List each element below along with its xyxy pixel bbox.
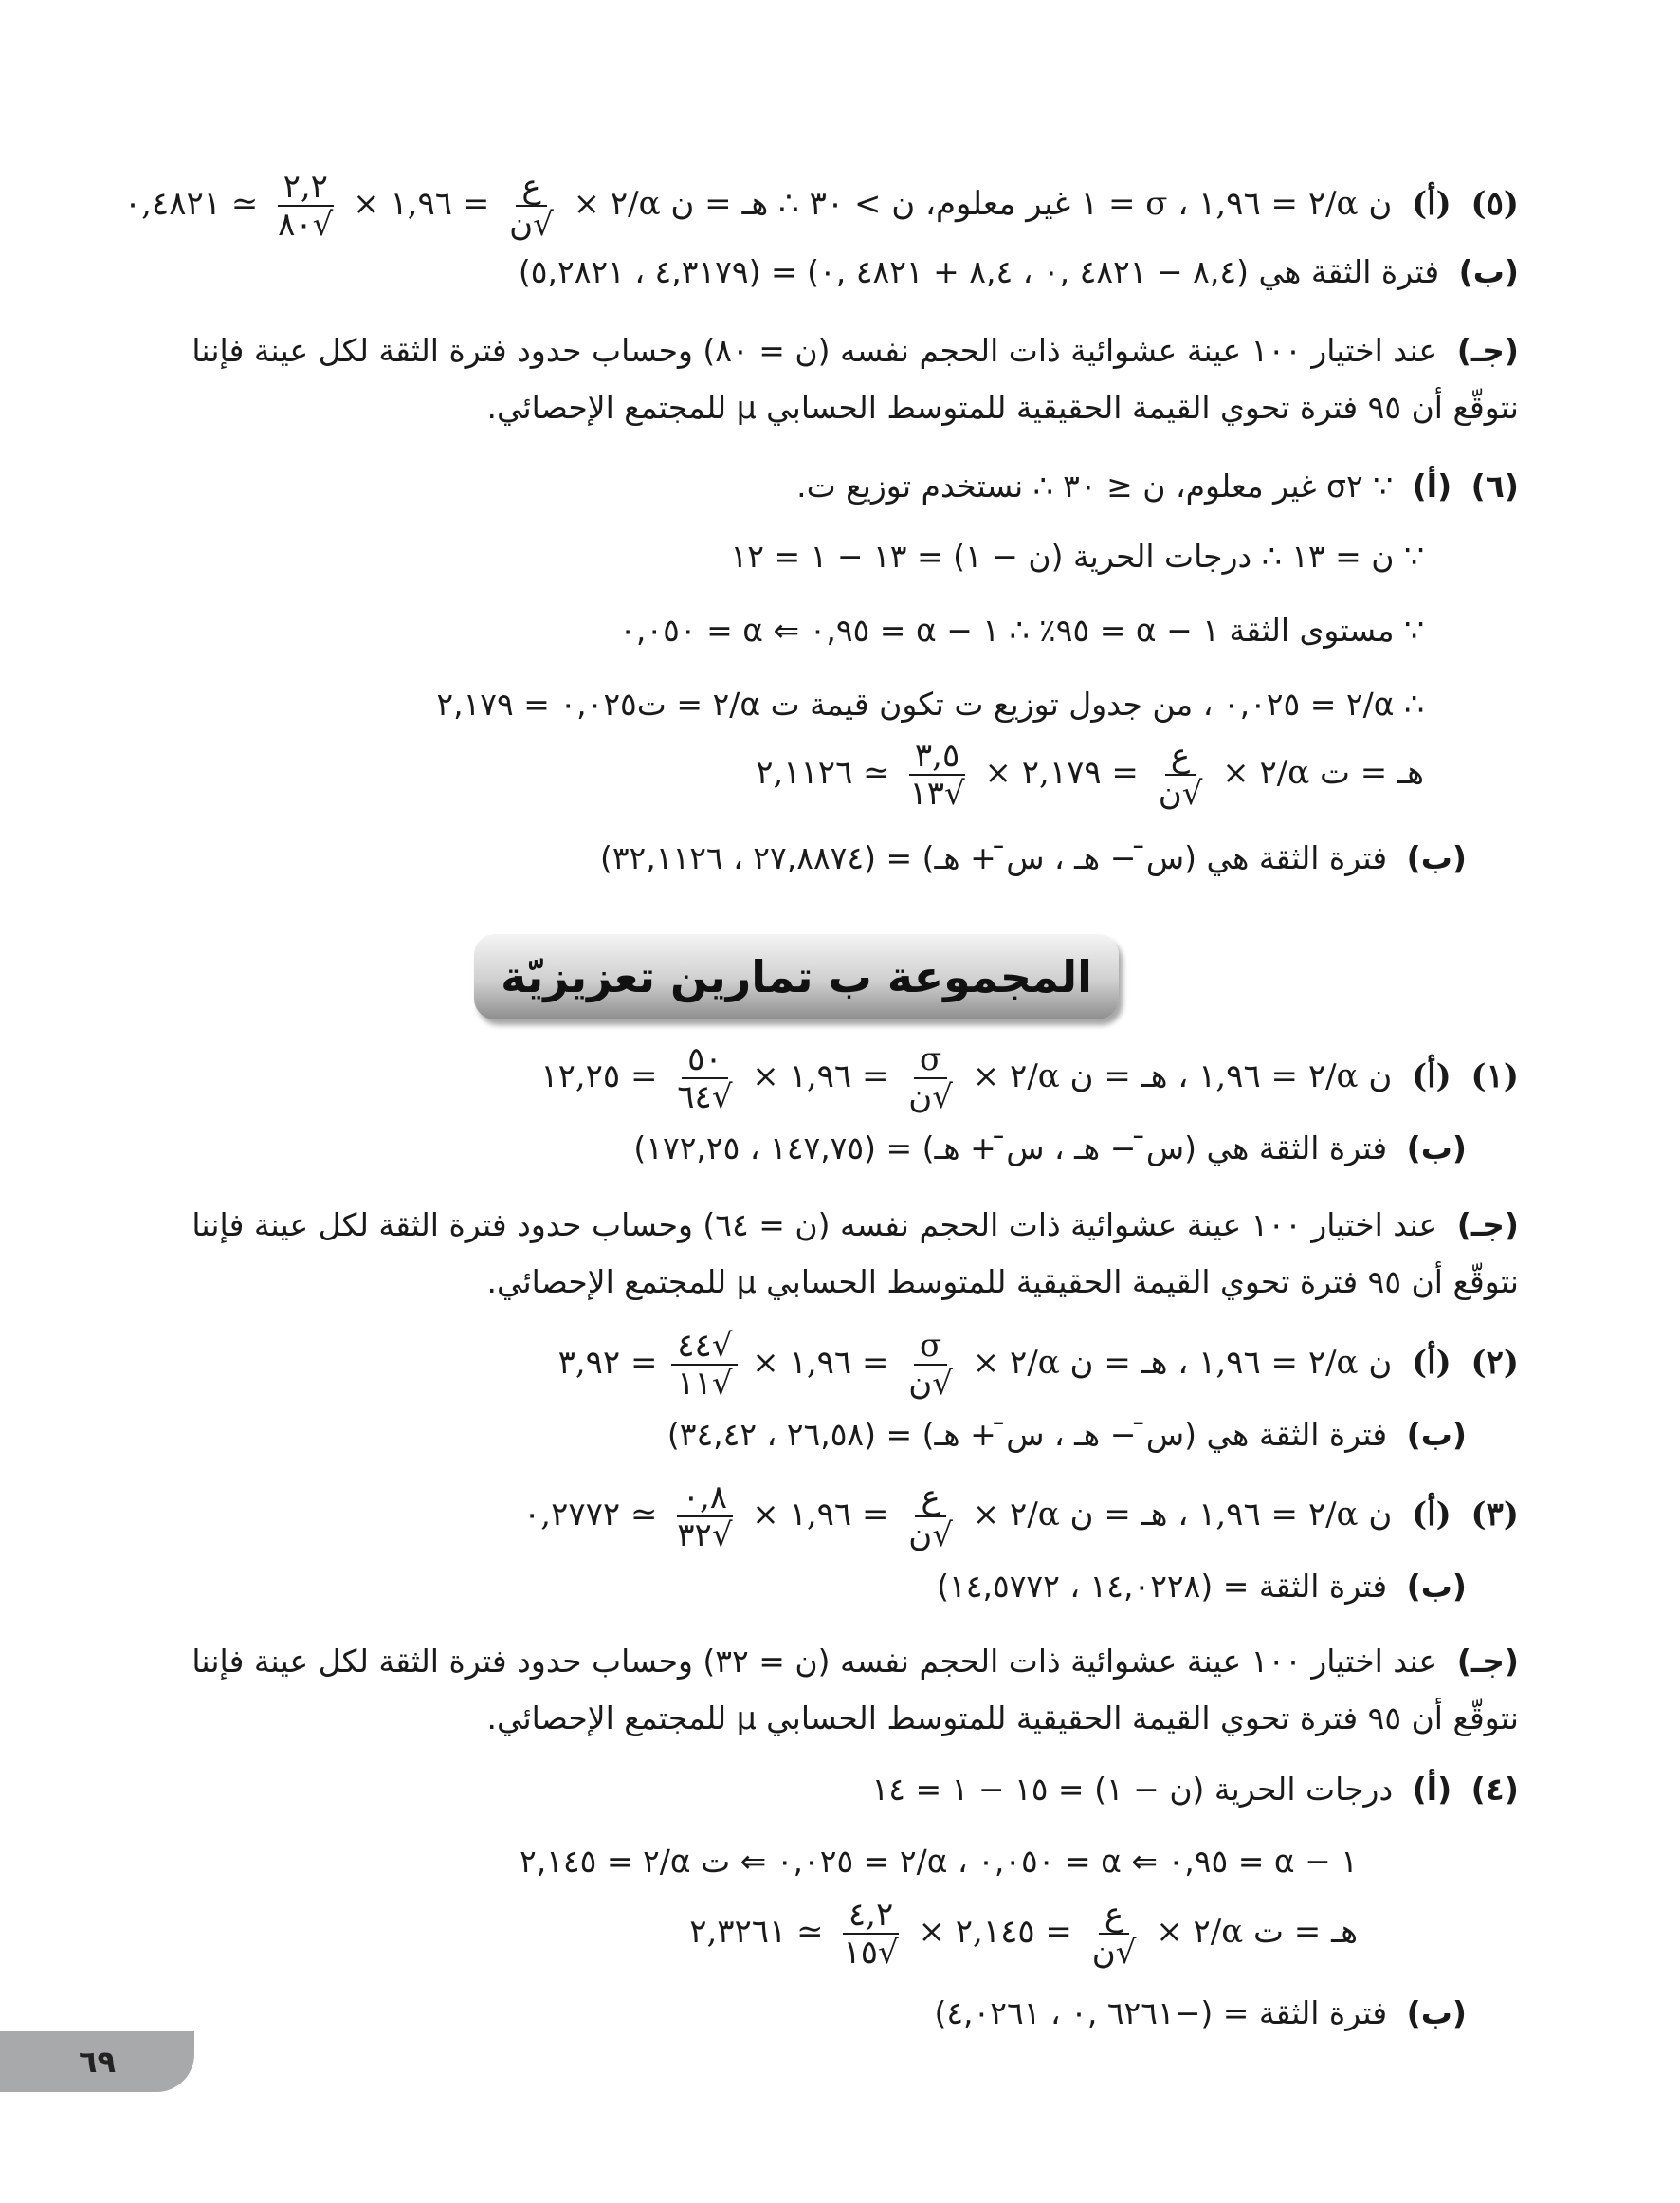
s2q4-frac2-num: ٤,٢ bbox=[843, 1897, 899, 1935]
q6-line-2 bbox=[142, 533, 1424, 580]
s2q3-c-text: عند اختيار ١٠٠ عينة عشوائية ذات الحجم نفسه (ن = ٣٢) وحساب حدود فترة الثقة لكل عينة فإننا نتوقّع أن ٩٥ فترة تحوي القيمة الحقيقية للمتوسط الحسابي μ للمجتمع الإحصائي. bbox=[192, 1643, 1519, 1736]
q6-l5-head: هـ = ت α/٢ × bbox=[1222, 754, 1424, 792]
s2q1-frac2-den: √٦٤ bbox=[677, 1078, 733, 1116]
s2q1-number: (١) bbox=[1470, 1057, 1519, 1095]
q5-number: (٥) bbox=[1470, 185, 1519, 223]
s2q2-frac2-num: √٤٤ bbox=[671, 1328, 738, 1366]
page-number-tab bbox=[0, 2031, 194, 2092]
q5-a-mid: = ١,٩٦ × bbox=[353, 185, 490, 223]
q5-c-text: عند اختيار ١٠٠ عينة عشوائية ذات الحجم نفسه (ن = ٨٠) وحساب حدود فترة الثقة لكل عينة فإننا نتوقّع أن ٩٥ فترة تحوي القيمة الحقيقية للمتوسط الحسابي μ للمجتمع الإحصائي. bbox=[192, 332, 1519, 426]
q6-l1: ∵ σ٢ غير معلوم، ن ≤ ٣٠ ∴ نستخدم توزيع ت. bbox=[796, 468, 1394, 505]
s2q4-b-line bbox=[142, 1990, 1467, 2037]
q6-a-label: (أ) bbox=[1412, 468, 1452, 505]
s2q1-frac-num: σ bbox=[914, 1041, 947, 1079]
s2q2-b-label: (ب) bbox=[1406, 1416, 1467, 1453]
q6-l4: ∴ α/٢ = ٠,٠٢٥ ، من جدول توزيع ت تكون قيمة ت α/٢ = ت٠,٠٢٥ = ٢,١٧٩ bbox=[436, 686, 1424, 723]
q5-a-tail: ≃ ٠,٤٨٢١ bbox=[123, 185, 259, 223]
q5-frac2-den: √٨٠ bbox=[278, 206, 334, 244]
q6-line-4 bbox=[142, 681, 1424, 728]
q5-fraction-2 bbox=[272, 169, 338, 243]
s2q3-frac2-num: ٠,٨ bbox=[677, 1479, 733, 1517]
q6-l2: ∵ ن = ١٣ ∴ درجات الحرية (ن − ١) = ١٣ − ١ = ١٢ bbox=[730, 538, 1424, 575]
s2q2-b-text: فترة الثقة هي (س̄ − هـ ، س̄ + هـ) = (٢٦,٥٨ ، ٣٤,٤٢) bbox=[667, 1416, 1388, 1453]
q6-frac-num: ع bbox=[1165, 738, 1196, 776]
s2q3-frac-den: √ن bbox=[908, 1516, 953, 1554]
q6-frac2-num: ٣,٥ bbox=[909, 738, 965, 776]
s2q1-b-line bbox=[142, 1125, 1467, 1172]
s2q2-a-tail: = ٣,٩٢ bbox=[557, 1344, 658, 1382]
s2q3-a-head: ن α/٢ = ١,٩٦ ، هـ = ن α/٢ × bbox=[972, 1496, 1393, 1533]
q6-l3: ∵ مستوى الثقة ١ − α = ٩٥٪ ∴ ١ − α = ٠,٩٥ ⇐ α = ٠,٠٥٠ bbox=[619, 612, 1424, 649]
q6-b-label: (ب) bbox=[1406, 839, 1467, 876]
q5-c-label: (جـ) bbox=[1456, 332, 1519, 369]
s2q2-fraction-2 bbox=[671, 1328, 738, 1402]
s2q1-c-paragraph bbox=[152, 1197, 1519, 1311]
q5-a-label: (أ) bbox=[1412, 185, 1452, 223]
s2q1-a-label: (أ) bbox=[1412, 1057, 1452, 1095]
s2q1-fraction bbox=[903, 1041, 959, 1115]
q6-l5-mid: = ٢,١٧٩ × bbox=[984, 754, 1139, 792]
s2q1-frac-den: √ن bbox=[908, 1078, 953, 1116]
s2q3-b-line bbox=[142, 1563, 1467, 1610]
s2q1-a-head: ن α/٢ = ١,٩٦ ، هـ = ن α/٢ × bbox=[972, 1057, 1393, 1095]
s2q4-frac-den: √ن bbox=[1091, 1934, 1137, 1972]
s2q3-frac-num: ع bbox=[915, 1479, 945, 1517]
s2q2-frac-num: σ bbox=[914, 1328, 947, 1366]
q6-b-line bbox=[142, 835, 1467, 882]
q5-b-text: فترة الثقة هي (٨,٤ − ٤٨٢١ ,٠ ، ٨,٤ + ٤٨٢١ ,٠) = (٤,٣١٧٩ ، ٥,٢٨٢١) bbox=[518, 253, 1440, 290]
s2q3-frac2-den: √٣٢ bbox=[677, 1516, 733, 1554]
q6-b-text: فترة الثقة هي (س̄ − هـ ، س̄ + هـ) = (٢٧,٨٨٧٤ ، ٣٢,١١٢٦) bbox=[599, 839, 1388, 876]
s2q4-fraction-2 bbox=[837, 1897, 904, 1971]
s2q1-a-line bbox=[540, 1041, 1519, 1115]
s2q4-line-1 bbox=[142, 1766, 1519, 1813]
q5-frac-num: ع bbox=[516, 169, 546, 207]
q6-fraction bbox=[1153, 738, 1209, 812]
s2q3-a-label: (أ) bbox=[1412, 1496, 1452, 1533]
s2q4-frac2-den: √١٥ bbox=[843, 1934, 899, 1972]
s2q4-line-2 bbox=[142, 1838, 1358, 1885]
s2q2-frac-den: √ن bbox=[908, 1365, 953, 1403]
s2q3-b-text: فترة الثقة = (١٤,٠٢٢٨ ، ١٤,٥٧٧٢) bbox=[937, 1568, 1388, 1605]
s2q4-line-3 bbox=[689, 1897, 1358, 1971]
s2q1-b-text: فترة الثقة هي (س̄ − هـ ، س̄ + هـ) = (١٤٧,٧٥ ، ١٧٢,٢٥) bbox=[633, 1129, 1388, 1166]
s2q3-a-tail: ≃ ٠,٢٧٧٢ bbox=[523, 1496, 658, 1533]
q6-l5-tail: ≃ ٢,١١٢٦ bbox=[756, 754, 890, 792]
s2q2-a-label: (أ) bbox=[1412, 1344, 1452, 1382]
banner-title: المجموعة ب تمارين تعزيزيّة bbox=[501, 951, 1092, 1002]
s2q3-fraction bbox=[903, 1479, 959, 1553]
s2q4-b-label: (ب) bbox=[1406, 1994, 1467, 2031]
q5-b-label: (ب) bbox=[1458, 253, 1519, 290]
s2q1-frac2-num: ٥٠ bbox=[682, 1041, 728, 1079]
s2q3-a-line bbox=[523, 1479, 1519, 1553]
s2q2-a-mid: = ١,٩٦ × bbox=[752, 1344, 889, 1382]
page-number: ٦٩ bbox=[78, 2044, 117, 2080]
s2q3-fraction-2 bbox=[671, 1479, 738, 1553]
s2q2-number: (٢) bbox=[1470, 1344, 1519, 1382]
s2q2-fraction bbox=[903, 1328, 959, 1402]
q5-a-text: ن α/٢ = ١,٩٦ ، σ = ١ غير معلوم، ن > ٣٠ ∴ هـ = ن α/٢ × bbox=[573, 185, 1393, 223]
s2q4-l3-mid: = ٢,١٤٥ × bbox=[918, 1913, 1072, 1951]
q5-frac-den: √ن bbox=[509, 206, 554, 244]
s2q4-l1: درجات الحرية (ن − ١) = ١٥ − ١ = ١٤ bbox=[871, 1771, 1394, 1808]
q5-a-line bbox=[124, 169, 1519, 243]
s2q1-fraction-2 bbox=[671, 1041, 738, 1115]
s2q3-b-label: (ب) bbox=[1406, 1568, 1467, 1605]
s2q3-a-mid: = ١,٩٦ × bbox=[752, 1496, 889, 1533]
q5-c-paragraph bbox=[152, 322, 1519, 436]
s2q2-b-line bbox=[142, 1411, 1467, 1459]
q6-frac2-den: √١٣ bbox=[909, 775, 965, 813]
q6-frac-den: √ن bbox=[1158, 775, 1203, 813]
s2q1-b-label: (ب) bbox=[1406, 1129, 1467, 1166]
s2q4-b-text: فترة الثقة = (−٦٢٦١ ,٠ ، ٤,٠٢٦١) bbox=[934, 1994, 1388, 2031]
s2q3-number: (٣) bbox=[1470, 1496, 1519, 1533]
s2q2-frac2-den: √١١ bbox=[677, 1365, 733, 1403]
s2q4-l3-head: هـ = ت α/٢ × bbox=[1156, 1913, 1358, 1951]
q6-line-3 bbox=[142, 607, 1424, 654]
s2q1-a-mid: = ١,٩٦ × bbox=[752, 1057, 889, 1095]
s2q3-c-paragraph bbox=[152, 1633, 1519, 1747]
q6-fraction-2 bbox=[904, 738, 970, 812]
s2q4-l2: ١ − α = ٠,٩٥ ⇐ α = ٠,٠٥٠ ، α/٢ = ٠,٠٢٥ ⇐ ت α/٢ = ٢,١٤٥ bbox=[519, 1843, 1358, 1880]
q6-number: (٦) bbox=[1470, 468, 1519, 505]
q5-frac2-num: ٢,٢ bbox=[278, 169, 334, 207]
q6-line-1 bbox=[142, 463, 1519, 510]
s2q3-c-label: (جـ) bbox=[1456, 1643, 1519, 1680]
section-banner bbox=[474, 934, 1119, 1019]
s2q4-l3-tail: ≃ ٢,٣٢٦١ bbox=[689, 1913, 824, 1951]
q5-fraction bbox=[503, 169, 559, 243]
q5-b-line bbox=[142, 248, 1519, 296]
q6-line-5 bbox=[756, 738, 1424, 812]
s2q4-frac-num: ع bbox=[1099, 1897, 1129, 1935]
s2q4-a-label: (أ) bbox=[1412, 1771, 1452, 1808]
s2q2-a-head: ن α/٢ = ١,٩٦ ، هـ = ن α/٢ × bbox=[972, 1344, 1393, 1382]
s2q1-a-tail: = ١٢,٢٥ bbox=[540, 1057, 658, 1095]
s2q4-number: (٤) bbox=[1470, 1771, 1519, 1808]
s2q4-fraction bbox=[1087, 1897, 1142, 1971]
s2q1-c-label: (جـ) bbox=[1456, 1206, 1519, 1243]
s2q2-a-line bbox=[558, 1328, 1519, 1402]
s2q1-c-text: عند اختيار ١٠٠ عينة عشوائية ذات الحجم نفسه (ن = ٦٤) وحساب حدود فترة الثقة لكل عينة فإننا نتوقّع أن ٩٥ فترة تحوي القيمة الحقيقية للمتوسط الحسابي μ للمجتمع الإحصائي. bbox=[192, 1206, 1519, 1300]
